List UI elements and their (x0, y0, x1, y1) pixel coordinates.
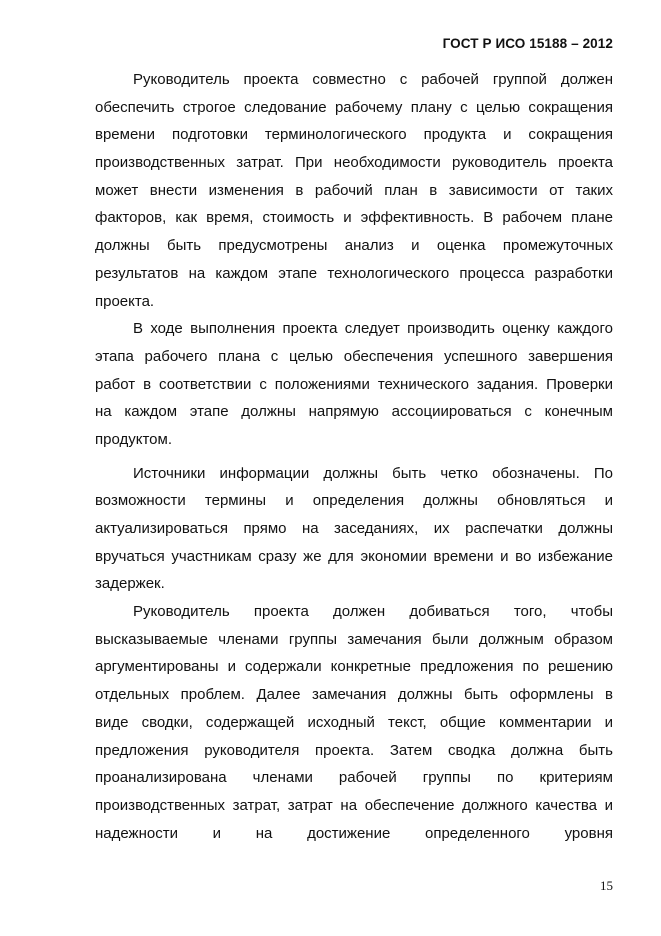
text-line: вручаться участникам сразу же для экономии времени и во избежание (95, 547, 613, 565)
paragraph (95, 598, 613, 847)
paragraph (95, 315, 613, 453)
text-line: проекта. (95, 292, 155, 310)
text-line: Руководитель проекта совместно с рабочей группой должен (133, 71, 613, 88)
text-line: предложения руководителя проекта. Затем сводка должна быть (95, 741, 613, 759)
document-header: ГОСТ Р ИСО 15188 – 2012 (442, 36, 613, 51)
text-line: обеспечить строгое следование рабочему плану с целью сокращения (95, 98, 613, 116)
text-line: проанализирована членами рабочей группы по критериям (95, 769, 613, 787)
paragraph (95, 460, 613, 598)
text-line: актуализироваться прямо на заседаниях, их распечатки должны (95, 520, 613, 537)
text-line: В ходе выполнения проекта следует производить оценку каждого (133, 320, 613, 338)
text-line: высказываемые членами группы замечания были должным образом (95, 630, 613, 648)
text-line: аргументированы и содержали конкретные предложения по решению (95, 658, 613, 676)
text-line: Руководитель проекта должен добиваться того, чтобы (133, 603, 613, 621)
text-line: возможности термины и определения должны обновляться и (95, 492, 613, 510)
text-line: отдельных проблем. Далее замечания должны быть оформлены в (95, 686, 613, 704)
body-text (95, 66, 613, 847)
text-line: надежности и на достижение определенного уровня (95, 824, 613, 842)
text-line: работ в соответствии с положениями технического задания. Проверки (95, 375, 613, 393)
text-line: на каждом этапе должны напрямую ассоциироваться с конечным (95, 403, 613, 421)
text-line: виде сводки, содержащей исходный текст, общие комментарии и (95, 713, 613, 731)
text-line: результатов на каждом этапе технологического процесса разработки (95, 264, 613, 282)
text-line: продуктом. (95, 430, 172, 448)
page-number: 15 (600, 878, 613, 893)
text-line: факторов, как время, стоимость и эффективность. В рабочем плане (95, 209, 613, 227)
paragraph (95, 66, 613, 315)
text-line: времени подготовки терминологического продукта и сокращения (95, 126, 613, 144)
text-line: может внести изменения в рабочий план в зависимости от таких (95, 181, 613, 199)
text-line: этапа рабочего плана с целью обеспечения успешного завершения (95, 347, 613, 365)
text-line: производственных затрат. При необходимости руководитель проекта (95, 154, 613, 172)
text-line: Источники информации должны быть четко обозначены. По (133, 464, 613, 482)
text-line: производственных затрат, затрат на обеспечение должного качества и (95, 796, 613, 814)
text-line: должны быть предусмотрены анализ и оценка промежуточных (95, 237, 613, 255)
text-line: задержек. (95, 575, 165, 593)
